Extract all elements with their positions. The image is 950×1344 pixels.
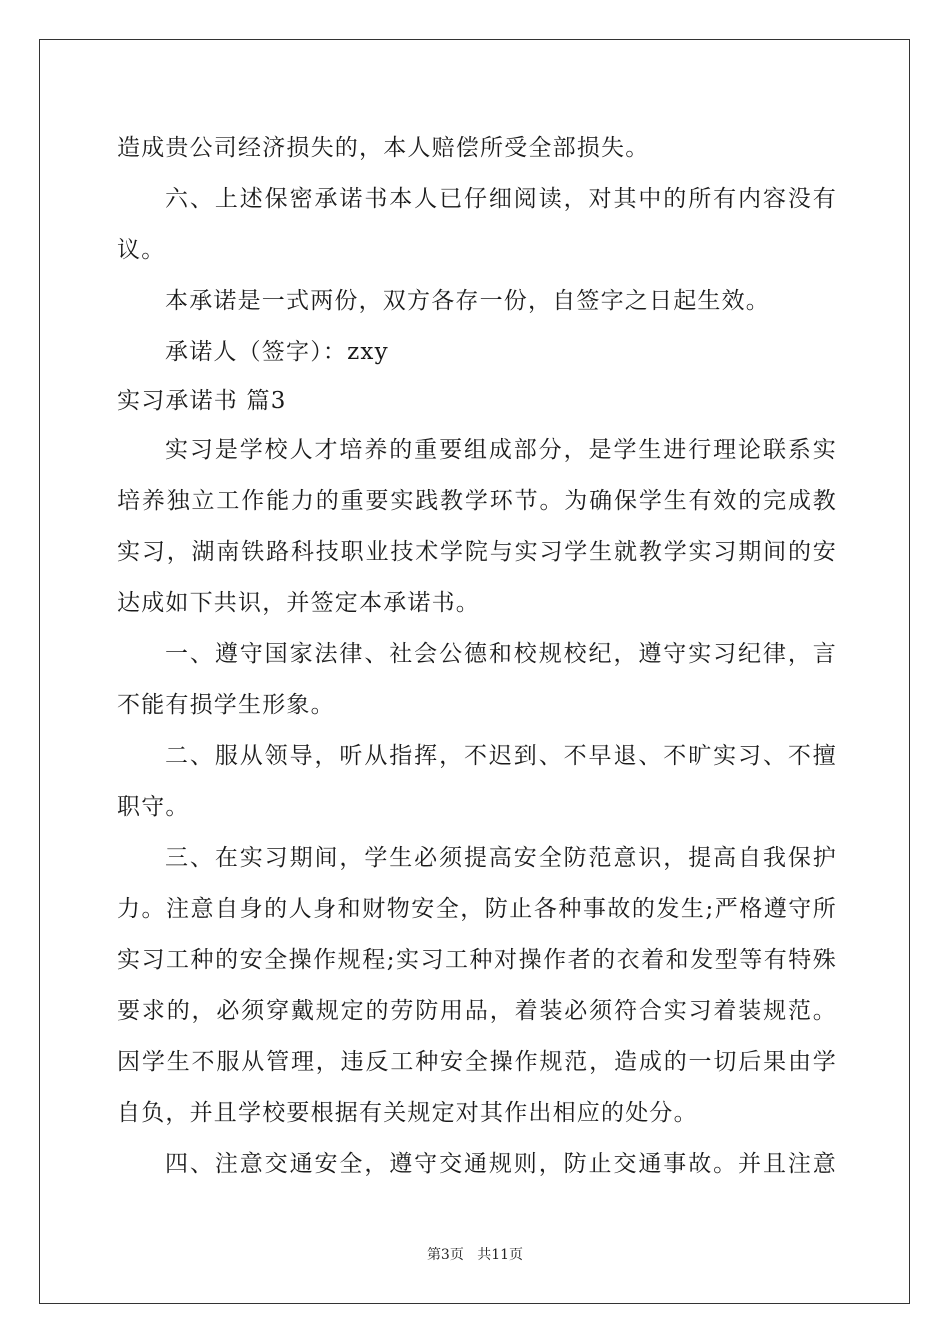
text-line: 本承诺是一式两份，双方各存一份，自签字之日起生效。 — [165, 288, 770, 314]
section-heading: 实习承诺书 篇3 — [117, 388, 287, 414]
text-line: 不能有损学生形象。 — [117, 692, 335, 718]
text-line: 一、遵守国家法律、社会公德和校规校纪，遵守实习纪律，言 — [165, 641, 837, 667]
text-line: 三、在实习期间，学生必须提高安全防范意识，提高自我保护 — [165, 845, 837, 871]
text-line: 造成贵公司经济损失的，本人赔偿所受全部损失。 — [117, 135, 650, 161]
text-line: 达成如下共识，并签定本承诺书。 — [117, 590, 480, 616]
text-line: 实习是学校人才培养的重要组成部分，是学生进行理论联系实 — [165, 437, 837, 463]
document-body — [117, 123, 837, 1190]
text-line: 职守。 — [117, 794, 190, 820]
text-line: 实习，湖南铁路科技职业技术学院与实习学生就教学实习期间的安 — [117, 539, 837, 565]
page-footer — [0, 1244, 950, 1264]
text-line: 培养独立工作能力的重要实践教学环节。为确保学生有效的完成教 — [117, 488, 837, 514]
text-line: 因学生不服从管理，违反工种安全操作规范，造成的一切后果由学 — [117, 1049, 837, 1075]
text-line: 实习工种的安全操作规程;实习工种对操作者的衣着和发型等有特殊 — [117, 947, 837, 973]
text-line: 四、注意交通安全，遵守交通规则，防止交通事故。并且注意 — [165, 1151, 837, 1177]
text-line: 议。 — [117, 237, 166, 263]
text-line: 力。注意自身的人身和财物安全，防止各种事故的发生;严格遵守所 — [117, 896, 837, 922]
text-line: 六、上述保密承诺书本人已仔细阅读，对其中的所有内容没有 — [165, 186, 837, 212]
text-line: 自负，并且学校要根据有关规定对其作出相应的处分。 — [117, 1100, 698, 1126]
signature-line: 承诺人（签字）：zxy — [165, 339, 389, 365]
page-total: 共11页 — [477, 1247, 524, 1263]
text-line: 要求的，必须穿戴规定的劳防用品，着装必须符合实习着装规范。 — [117, 998, 837, 1024]
page-number: 第3页 — [426, 1247, 464, 1263]
text-line: 二、服从领导，听从指挥，不迟到、不早退、不旷实习、不擅 — [165, 743, 837, 769]
